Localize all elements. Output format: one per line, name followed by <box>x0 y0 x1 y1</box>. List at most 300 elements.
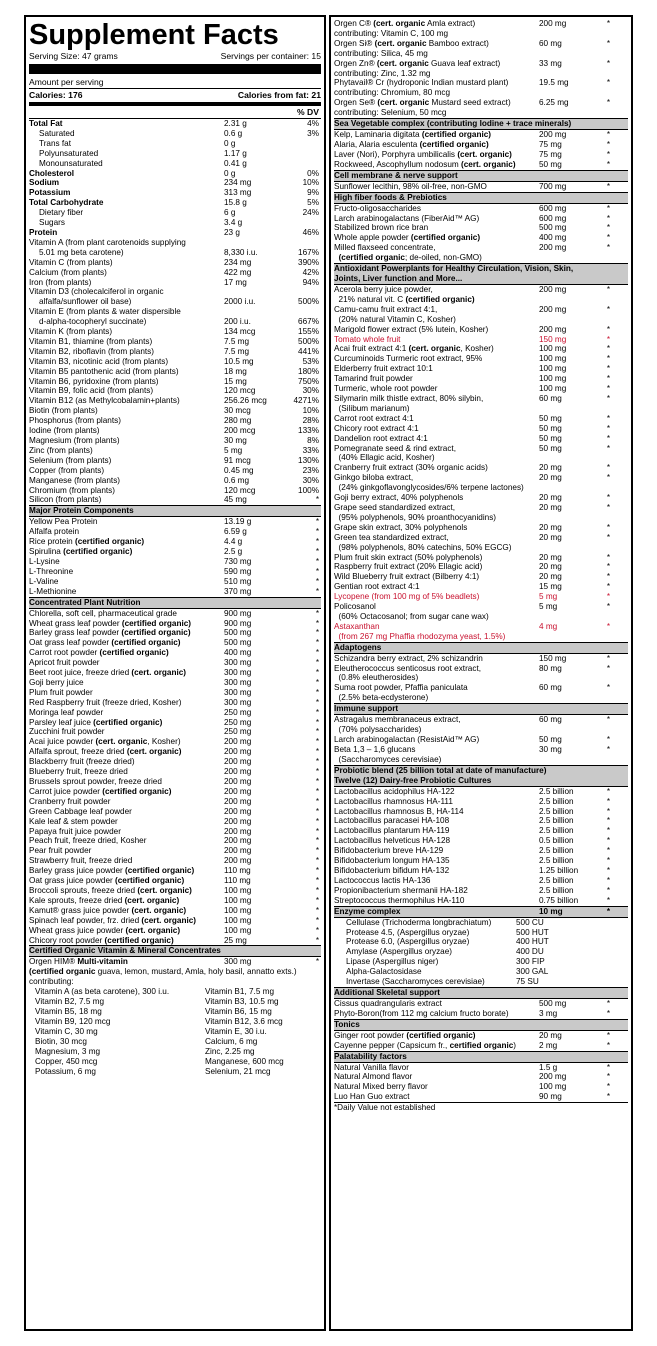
ingredient-amount: 60 mg <box>539 715 562 725</box>
ingredient-dv: * <box>315 806 319 816</box>
ingredient-amount: 510 mg <box>224 576 252 586</box>
ingredient-row <box>29 188 321 198</box>
ingredient-name: Lactobacillus paracasei HA-108 <box>334 816 450 826</box>
ingredient-name: Strawberry fruit, freeze dried <box>29 856 133 866</box>
ingredient-row <box>29 577 321 587</box>
ingredient-row <box>29 327 321 337</box>
ingredient-row <box>29 317 321 327</box>
ingredient-amount: 0.6 mg <box>224 475 250 485</box>
ingredient-amount: 500 mg <box>539 998 567 1008</box>
ingredient-dv: * <box>606 522 610 532</box>
ingredient-amount: 100 mg <box>539 364 567 374</box>
ingredient-name: Kale leaf & stem powder <box>29 816 118 826</box>
ingredient-dv: 46% <box>302 227 319 237</box>
ingredient-amount: 134 mcg <box>224 327 256 337</box>
ingredient-name: Potassium <box>29 188 71 198</box>
ingredient-name: Alpha-Galactosidase <box>346 967 422 977</box>
ingredient-dv: * <box>606 1040 610 1050</box>
ingredient-name: alfalfa/sunflower oil base) <box>39 297 132 307</box>
ingredient-dv: * <box>315 727 319 737</box>
ingredient-name: (Saccharomyces cerevisiae) <box>334 754 442 764</box>
ingredient-name: Lactobacillus helveticus HA-128 <box>334 836 451 846</box>
contributing-nutrient: Vitamin B1, 7.5 mg <box>205 987 275 997</box>
orgen-him-block <box>29 957 321 967</box>
ingredient-dv: * <box>606 502 610 512</box>
ingredient-name: Curcuminoids Turmeric root extract, 95% <box>334 354 483 364</box>
ingredient-amount: 300 FIP <box>516 957 545 967</box>
ingredient-name: Alaria, Alaria esculenta (certified organic) <box>334 139 489 149</box>
ingredient-row <box>334 1072 628 1082</box>
ingredient-dv: * <box>606 19 610 28</box>
ingredient-amount: 200 mg <box>224 836 252 846</box>
ingredient-row <box>334 673 628 683</box>
ingredient-name: Larch arabinogalactans (FiberAid™ AG) <box>334 213 480 223</box>
ingredient-amount: 20 mg <box>539 493 562 503</box>
ingredient-dv: * <box>606 1008 610 1018</box>
ingredient-row <box>334 787 628 797</box>
ingredient-amount: 300 mg <box>224 957 252 967</box>
ingredient-amount: 100 mg <box>539 374 567 384</box>
ingredient-name: Tamarind fruit powder <box>334 374 413 384</box>
ingredient-row <box>29 208 321 218</box>
ingredient-row <box>29 517 321 527</box>
ingredient-row <box>29 866 321 876</box>
ingredient-row <box>334 39 628 49</box>
ingredient-name: (95% polyphenols, 90% proanthocyanidins) <box>334 512 497 522</box>
ingredient-name: Invertase (Saccharomyces cerevisiae) <box>346 977 485 987</box>
ingredient-row <box>29 416 321 426</box>
ingredient-dv: * <box>606 826 610 836</box>
ingredient-amount: 6 g <box>224 208 236 218</box>
ingredient-name: Dandelion root extract 4:1 <box>334 433 428 443</box>
ingredient-dv: * <box>606 1092 610 1102</box>
ingredient-dv: * <box>315 547 319 557</box>
ingredient-amount: 30 mg <box>224 436 247 445</box>
ingredient-dv: * <box>315 737 319 747</box>
ingredient-dv: 53% <box>302 356 319 366</box>
ingredient-row <box>334 797 628 807</box>
thick-divider <box>29 64 321 74</box>
ingredient-amount: 250 mg <box>224 717 252 727</box>
ingredient-dv: * <box>606 885 610 895</box>
ingredient-dv: * <box>606 98 610 108</box>
supplement-facts-right-panel <box>329 15 633 1331</box>
ingredient-dv: * <box>606 895 610 905</box>
ingredient-row <box>29 287 321 297</box>
ingredient-row <box>29 436 321 446</box>
ingredient-name: Vitamin B12 (as Methylcobalamin+plants) <box>29 396 180 406</box>
ingredient-name: Beet root juice, freeze dried (cert. organic) <box>29 668 187 678</box>
ingredient-name: Marigold flower extract (5% lutein, Kosher) <box>334 324 489 334</box>
ingredient-dv: * <box>606 735 610 744</box>
enzyme-title: Enzyme complex <box>334 906 401 916</box>
ingredient-name: Chicory root powder (certified organic) <box>29 935 174 945</box>
ingredient-amount: 400 mg <box>224 648 252 658</box>
ingredient-amount: 200 mg <box>224 856 252 866</box>
ingredient-name: contributing: Selenium, 50 mcg <box>334 108 447 118</box>
ingredient-name: Suma root powder, Pfaffia paniculata <box>334 683 468 693</box>
ingredient-row <box>29 426 321 436</box>
ingredient-name: Silymarin milk thistle extract, 80% silybin, <box>334 394 484 403</box>
ingredient-name: Wheat grass juice powder (cert. organic) <box>29 925 181 935</box>
ingredient-row <box>29 337 321 347</box>
ingredient-dv: * <box>606 683 610 693</box>
calories <box>29 89 83 101</box>
ingredient-dv: 8% <box>307 436 319 445</box>
ingredient-row <box>334 755 628 765</box>
ingredient-name: Stabilized brown rice bran <box>334 223 429 233</box>
ingredient-dv: 133% <box>298 426 319 436</box>
ingredient-name: (0.8% eleutherosides) <box>334 673 419 683</box>
ingredient-row <box>334 533 628 543</box>
contributing-grid <box>29 987 321 1077</box>
ingredient-name: Selenium (from plants) <box>29 455 112 465</box>
ingredient-row <box>29 386 321 396</box>
ingredient-row <box>29 466 321 476</box>
ingredient-amount: 500 CU <box>516 917 544 927</box>
ingredient-name: Vitamin E (from plants & water dispersible <box>29 307 181 317</box>
ingredient-name: Acerola berry juice powder, <box>334 285 433 295</box>
ingredient-name: Cissus quadrangularis extract <box>334 998 442 1008</box>
ingredient-dv: 130% <box>298 455 319 465</box>
section-header: Adaptogens <box>334 642 628 654</box>
ingredient-row <box>29 149 321 159</box>
ingredient-row <box>29 727 321 737</box>
ingredient-row <box>29 678 321 688</box>
ingredient-dv: * <box>315 495 319 505</box>
ingredient-amount: 300 GAL <box>516 967 549 977</box>
ingredient-dv: * <box>315 915 319 925</box>
ingredient-amount: 2.5 billion <box>539 885 574 895</box>
ingredient-amount: 300 mg <box>224 668 252 678</box>
ingredient-name: Dietary fiber <box>39 208 84 218</box>
contributing-nutrient: Vitamin B6, 15 mg <box>205 1007 272 1017</box>
ingredient-dv: * <box>606 394 610 403</box>
ingredient-row <box>334 364 628 374</box>
ingredient-amount: 2.31 g <box>224 119 247 128</box>
ingredient-amount: 110 mg <box>224 876 251 886</box>
ingredient-amount: 75 mg <box>539 139 562 149</box>
ingredient-dv: * <box>606 38 610 48</box>
ingredient-amount: 8,330 i.u. <box>224 247 258 257</box>
ingredient-name: Orgen Si® (cert. organic Bamboo extract) <box>334 38 489 48</box>
ingredient-dv: * <box>606 653 610 663</box>
ingredient-row <box>29 807 321 817</box>
ingredient-dv: 30% <box>302 386 319 396</box>
ingredient-dv: * <box>315 697 319 707</box>
ingredient-dv: * <box>606 856 610 866</box>
contributing-nutrient: Vitamin C, 30 mg <box>35 1027 98 1037</box>
ingredient-name: Orgen Se® (cert. organic Mustard seed extract) <box>334 98 511 108</box>
ingredient-name: Fructo-oligosaccharides <box>334 203 421 213</box>
ingredient-dv: * <box>315 885 319 895</box>
ingredient-row <box>29 258 321 268</box>
ingredient-name: Pomegranate seed & rind extract, <box>334 443 456 453</box>
ingredient-name: Kamut® grass juice powder (cert. organic) <box>29 905 187 915</box>
ingredient-row <box>29 486 321 496</box>
ingredient-row <box>29 248 321 258</box>
ingredient-name: Streptococcus thermophilus HA-110 <box>334 895 465 905</box>
ingredient-name: Yellow Pea Protein <box>29 517 98 527</box>
ingredient-name: Carrot root extract 4:1 <box>334 413 414 423</box>
section-header: Palatability factors <box>334 1051 628 1063</box>
ingredient-dv: * <box>315 628 319 638</box>
ingredient-amount: 300 mg <box>224 687 252 697</box>
section-header: Certified Organic Vitamin & Mineral Concentrates <box>29 945 321 957</box>
ingredient-amount: 19.5 mg <box>539 78 569 88</box>
ingredient-name: Vitamin K (from plants) <box>29 327 113 337</box>
contributing-nutrient: Vitamin B12, 3.6 mcg <box>205 1017 283 1027</box>
ingredient-amount: 422 mg <box>224 267 252 277</box>
ingredient-row <box>334 632 628 642</box>
ingredient-row <box>334 918 628 928</box>
ingredient-amount: 150 mg <box>539 653 567 663</box>
ingredient-row <box>29 228 321 238</box>
ingredient-amount: 500 mg <box>224 638 252 648</box>
ingredient-name: Blackberry fruit (freeze dried) <box>29 757 135 767</box>
ingredient-name: Alfalfa protein <box>29 527 80 537</box>
ingredient-name: Protease 4.5, (Aspergillus oryzae) <box>346 927 470 937</box>
ingredient-row <box>334 414 628 424</box>
serving-size: Serving Size: 47 grams <box>29 51 118 61</box>
ingredient-amount: 20 mg <box>539 532 562 542</box>
ingredient-row <box>29 129 321 139</box>
ingredient-dv: * <box>315 517 319 527</box>
ingredient-name: (24% ginkgoflavonglycosides/6% terpene lactones) <box>334 483 524 493</box>
ingredient-row <box>334 214 628 224</box>
ingredient-amount: 17 mg <box>224 277 247 287</box>
ingredient-row <box>29 648 321 658</box>
ingredient-row <box>334 562 628 572</box>
ingredient-row <box>29 139 321 149</box>
ingredient-name: Astragalus membranaceus extract, <box>334 715 461 725</box>
ingredient-row <box>334 374 628 384</box>
ingredient-name: Vitamin A (from plant carotenoids supplying <box>29 237 186 247</box>
ingredient-dv: * <box>606 423 610 433</box>
ingredient-name: (2.5% beta-ecdysterone) <box>334 693 429 703</box>
ingredient-amount: 600 mg <box>539 213 567 223</box>
ingredient-row <box>334 453 628 463</box>
dv-header: % DV <box>297 107 319 117</box>
ingredient-amount: 150 mg <box>539 334 567 344</box>
ingredient-row <box>29 916 321 926</box>
ingredient-dv: * <box>606 443 610 453</box>
ingredient-row <box>29 567 321 577</box>
ingredient-name: Luo Han Guo extract <box>334 1092 410 1102</box>
section-header: Immune support <box>334 703 628 715</box>
ingredient-dv: * <box>606 354 610 364</box>
ingredient-dv: 10% <box>302 178 319 188</box>
ingredient-name: Monounsaturated <box>39 158 103 168</box>
ingredient-amount: 200 mcg <box>224 426 256 436</box>
ingredient-dv: * <box>315 846 319 856</box>
ingredient-dv: * <box>315 836 319 846</box>
ingredient-amount: 256.26 mcg <box>224 396 267 406</box>
ingredient-row <box>29 587 321 597</box>
ingredient-row <box>334 483 628 493</box>
ingredient-dv: * <box>315 856 319 866</box>
ingredient-amount: 45 mg <box>224 495 247 505</box>
ingredient-amount: 120 mcg <box>224 485 256 495</box>
ingredient-amount: 1.17 g <box>224 148 247 158</box>
ingredient-dv: 3% <box>307 128 319 138</box>
ingredient-row <box>29 456 321 466</box>
ingredient-name: (40% Ellagic acid, Kosher) <box>334 453 435 463</box>
ingredient-row <box>29 609 321 619</box>
ingredient-amount: 2.5 g <box>224 547 243 557</box>
ingredient-name: d-alpha-tocopheryl succinate) <box>39 317 147 327</box>
contributing-nutrient: Vitamin B2, 7.5 mg <box>35 997 105 1007</box>
ingredient-dv: * <box>315 556 319 566</box>
ingredient-amount: 200 mg <box>224 737 252 747</box>
ingredient-amount: 15 mg <box>539 582 562 592</box>
ingredient-name: Laver (Nori), Porphyra umbilicalis (cert. organic) <box>334 149 512 159</box>
ingredient-amount: 50 mg <box>539 433 562 443</box>
ingredient-amount: 500 mg <box>224 628 252 638</box>
ingredient-name: Biotin (from plants) <box>29 406 98 416</box>
ingredient-row <box>334 876 628 886</box>
ingredient-dv: * <box>606 285 610 295</box>
ingredient-row <box>334 344 628 354</box>
ingredient-row <box>29 495 321 505</box>
ingredient-amount: 200 mg <box>224 747 252 757</box>
ingredient-amount: 20 mg <box>539 562 562 572</box>
ingredient-row <box>29 777 321 787</box>
ingredient-row <box>334 78 628 88</box>
ingredient-name: (98% polyphenols, 80% catechins, 50% EGCG) <box>334 542 512 552</box>
ingredient-row <box>334 602 628 612</box>
ingredient-dv: 500% <box>298 336 319 346</box>
contributing-nutrient: Potassium, 6 mg <box>35 1067 96 1077</box>
ingredient-dv: 180% <box>298 366 319 376</box>
section-header: Sea Vegetable complex (contributing Iodine + trace minerals) <box>334 118 628 130</box>
ingredient-dv: * <box>606 384 610 394</box>
ingredient-amount: 4.4 g <box>224 537 243 547</box>
ingredient-amount: 250 mg <box>224 707 252 717</box>
ingredient-name: Tomato whole fruit <box>334 334 401 344</box>
ingredient-amount: 500 mg <box>539 223 567 233</box>
ingredient-row <box>29 159 321 169</box>
ingredient-dv: * <box>606 203 610 213</box>
ingredient-name: Zinc (from plants) <box>29 445 93 455</box>
ingredient-name: Policosanol <box>334 602 376 612</box>
ingredient-name: L-Valine <box>29 576 59 586</box>
ingredient-row <box>29 278 321 288</box>
ingredient-row <box>29 737 321 747</box>
ingredient-name: Kelp, Laminaria digitata (certified organic) <box>334 130 491 140</box>
ingredient-amount: 500 HUT <box>516 927 549 937</box>
ingredient-amount: 2.5 billion <box>539 846 574 856</box>
ingredient-row <box>29 218 321 228</box>
ingredient-name: Trans fat <box>39 138 72 148</box>
ingredient-amount: 200 mg <box>224 796 252 806</box>
ingredient-amount: 200 mg <box>224 846 252 856</box>
ingredient-dv: 167% <box>298 247 319 257</box>
ingredient-name: Camu-camu fruit extract 4:1, <box>334 304 438 314</box>
ingredient-row <box>334 243 628 253</box>
ingredient-name: Lactobacillus rhamnosus HA-111 <box>334 796 453 806</box>
ingredient-amount: 25 mg <box>224 935 247 945</box>
ingredient-amount: 200 mg <box>224 816 252 826</box>
ingredient-dv: * <box>606 562 610 572</box>
nutrient-list <box>29 119 321 505</box>
ingredient-name: Cholesterol <box>29 168 75 178</box>
ingredient-amount: 0 g <box>224 168 236 178</box>
medium-divider <box>29 102 321 106</box>
ingredient-amount: 700 mg <box>539 181 567 191</box>
ingredient-amount: 100 mg <box>224 905 252 915</box>
ingredient-dv: * <box>315 895 319 905</box>
ingredient-amount: 2 mg <box>539 1040 558 1050</box>
ingredient-amount: 50 mg <box>539 443 562 453</box>
ingredient-dv: * <box>315 648 319 658</box>
ingredient-row <box>334 807 628 817</box>
ingredient-name: Carrot juice powder (certified organic) <box>29 786 172 796</box>
ingredient-row <box>334 715 628 725</box>
ingredient-name: Lipase (Aspergillus niger) <box>346 957 439 967</box>
ingredient-row <box>29 446 321 456</box>
contributing-nutrient: Copper, 450 mcg <box>35 1057 98 1067</box>
ingredient-name: Alfalfa sprout, freeze dried (cert. organic) <box>29 747 182 757</box>
ingredient-row <box>334 896 628 906</box>
ingredient-amount: 280 mg <box>224 416 252 426</box>
ingredient-amount: 20 mg <box>539 1030 562 1040</box>
ingredient-name: (70% polysaccharides) <box>334 725 422 735</box>
section-header: Antioxidant Powerplants for Healthy Circulation, Vision, Skin, Joints, Liver function and More... <box>334 263 628 285</box>
ingredient-name: Copper (from plants) <box>29 465 105 475</box>
ingredient-amount: 50 mg <box>539 423 562 433</box>
enzyme-amount: 10 mg <box>539 906 563 916</box>
section-header: Concentrated Plant Nutrition <box>29 597 321 609</box>
ingredient-row <box>29 708 321 718</box>
ingredient-name: Natural Mixed berry flavor <box>334 1082 428 1092</box>
ingredient-name: Vitamin B2, riboflavin (from plants) <box>29 346 154 356</box>
contributing-nutrient: Vitamin B3, 10.5 mg <box>205 997 279 1007</box>
ingredient-name: Apricot fruit powder <box>29 658 100 668</box>
ingredient-row <box>334 1041 628 1051</box>
ingredient-name: Wild Blueberry fruit extract (Bilberry 4:1) <box>334 572 480 582</box>
ingredient-name: Total Carbohydrate <box>29 198 104 208</box>
ingredient-row <box>334 140 628 150</box>
ingredient-dv: * <box>606 364 610 374</box>
ingredient-dv: 750% <box>298 376 319 386</box>
ingredient-name: Silicon (from plants) <box>29 495 102 505</box>
ingredient-amount: 2.5 billion <box>539 796 574 806</box>
ingredient-row <box>334 654 628 664</box>
ingredient-dv: * <box>315 757 319 767</box>
ingredient-row <box>29 817 321 827</box>
ingredient-amount: 20 mg <box>539 522 562 532</box>
ingredient-name: Cranberry fruit powder <box>29 796 111 806</box>
ingredient-row <box>334 1031 628 1041</box>
ingredient-name: Bifidobacterium longum HA-135 <box>334 856 450 866</box>
ingredient-row <box>334 98 628 108</box>
ingredient-amount: 13.19 g <box>224 517 252 527</box>
ingredient-name: Parsley leaf juice (certified organic) <box>29 717 163 727</box>
ingredient-row <box>334 572 628 582</box>
ingredient-name: Lactobacillus acidophilus HA-122 <box>334 786 455 796</box>
ingredient-dv: * <box>315 707 319 717</box>
ingredient-dv: * <box>606 621 610 631</box>
ingredient-dv: * <box>606 233 610 243</box>
ingredient-name: Rockweed, Ascophyllum nodosum (cert. organic) <box>334 159 516 169</box>
ingredient-row <box>334 856 628 866</box>
ingredient-row <box>334 735 628 745</box>
ingredient-amount: 200 mg <box>539 1072 567 1082</box>
ingredient-dv: 390% <box>298 257 319 267</box>
ingredient-name: Whole apple powder (certified organic) <box>334 233 481 243</box>
ingredient-amount: 60 mg <box>539 38 562 48</box>
